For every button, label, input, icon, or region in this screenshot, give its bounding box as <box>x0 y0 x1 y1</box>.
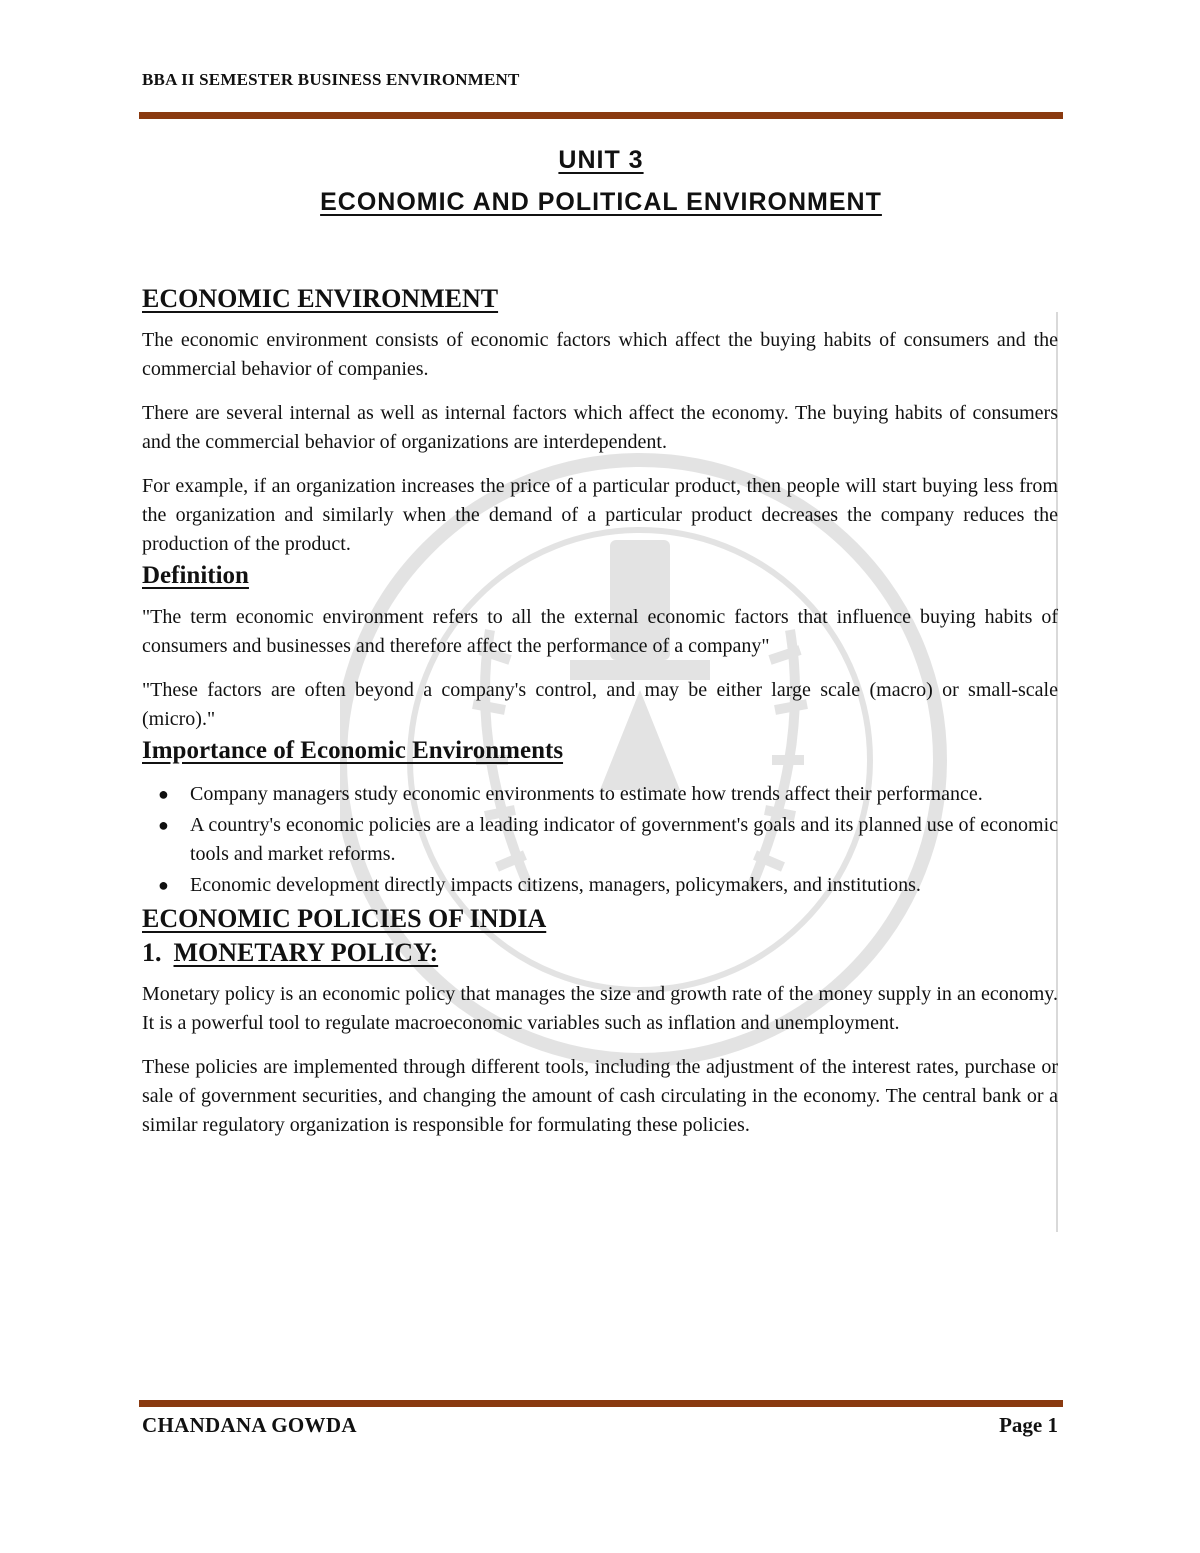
header-rule <box>139 112 1063 119</box>
heading-number: 1. <box>142 938 162 967</box>
heading-label: MONETARY POLICY: <box>173 938 439 967</box>
paragraph: "These factors are often beyond a company's control, and may be either large scale (macro) or small-scale (micro)." <box>142 679 1058 730</box>
list-item <box>158 871 1058 900</box>
list-item <box>158 780 1058 809</box>
list-item-text: A country's economic policies are a leading indicator of government's goals and its planned use of economic tools and market reforms. <box>190 814 1058 865</box>
importance-list <box>142 780 1058 900</box>
paragraph: Monetary policy is an economic policy that manages the size and growth rate of the money supply in an economy. It is a powerful tool to regulate macroeconomic variables such as inflation and unemployment. <box>142 983 1058 1034</box>
paragraph: These policies are implemented through different tools, including the adjustment of the interest rates, purchase or sale of government securities, and changing the amount of cash circulating in the economy. The central bank or a similar regulatory organization is responsible for formulating these policies. <box>142 1056 1058 1136</box>
bullet-icon: ● <box>158 815 169 835</box>
running-header: BBA II SEMESTER BUSINESS ENVIRONMENT <box>142 70 520 89</box>
document-body <box>142 282 1058 1140</box>
bullet-icon: ● <box>158 784 169 804</box>
list-item-text: Company managers study economic environments to estimate how trends affect their performance. <box>190 783 983 805</box>
paragraph: There are several internal as well as internal factors which affect the economy. The buying habits of consumers and the commercial behavior of organizations are interdependent. <box>142 402 1058 453</box>
section-heading-definition: Definition <box>142 562 249 589</box>
footer-rule <box>139 1400 1063 1407</box>
paragraph: "The term economic environment refers to all the external economic factors that influence buying habits of consumers and businesses and therefore affect the performance of a company" <box>142 606 1058 657</box>
unit-subtitle: ECONOMIC AND POLITICAL ENVIRONMENT <box>320 188 882 216</box>
bullet-icon: ● <box>158 875 169 895</box>
section-heading-economic-policies: ECONOMIC POLICIES OF INDIA <box>142 904 547 933</box>
unit-title: UNIT 3 <box>558 146 644 174</box>
section-heading-importance: Importance of Economic Environments <box>142 737 564 764</box>
numbered-heading-monetary-policy <box>142 936 1058 970</box>
list-item-text: Economic development directly impacts citizens, managers, policymakers, and institutions. <box>190 874 921 896</box>
paragraph: For example, if an organization increases the price of a particular product, then people will start buying less from the organization and similarly when the demand of a particular product decreases the company reduces the production of the product. <box>142 475 1058 555</box>
list-item <box>158 811 1058 869</box>
section-heading-economic-environment: ECONOMIC ENVIRONMENT <box>142 284 499 313</box>
footer-author: CHANDANA GOWDA <box>142 1413 357 1437</box>
page-number: Page 1 <box>999 1413 1058 1437</box>
paragraph: The economic environment consists of economic factors which affect the buying habits of consumers and the commercial behavior of companies. <box>142 329 1058 380</box>
